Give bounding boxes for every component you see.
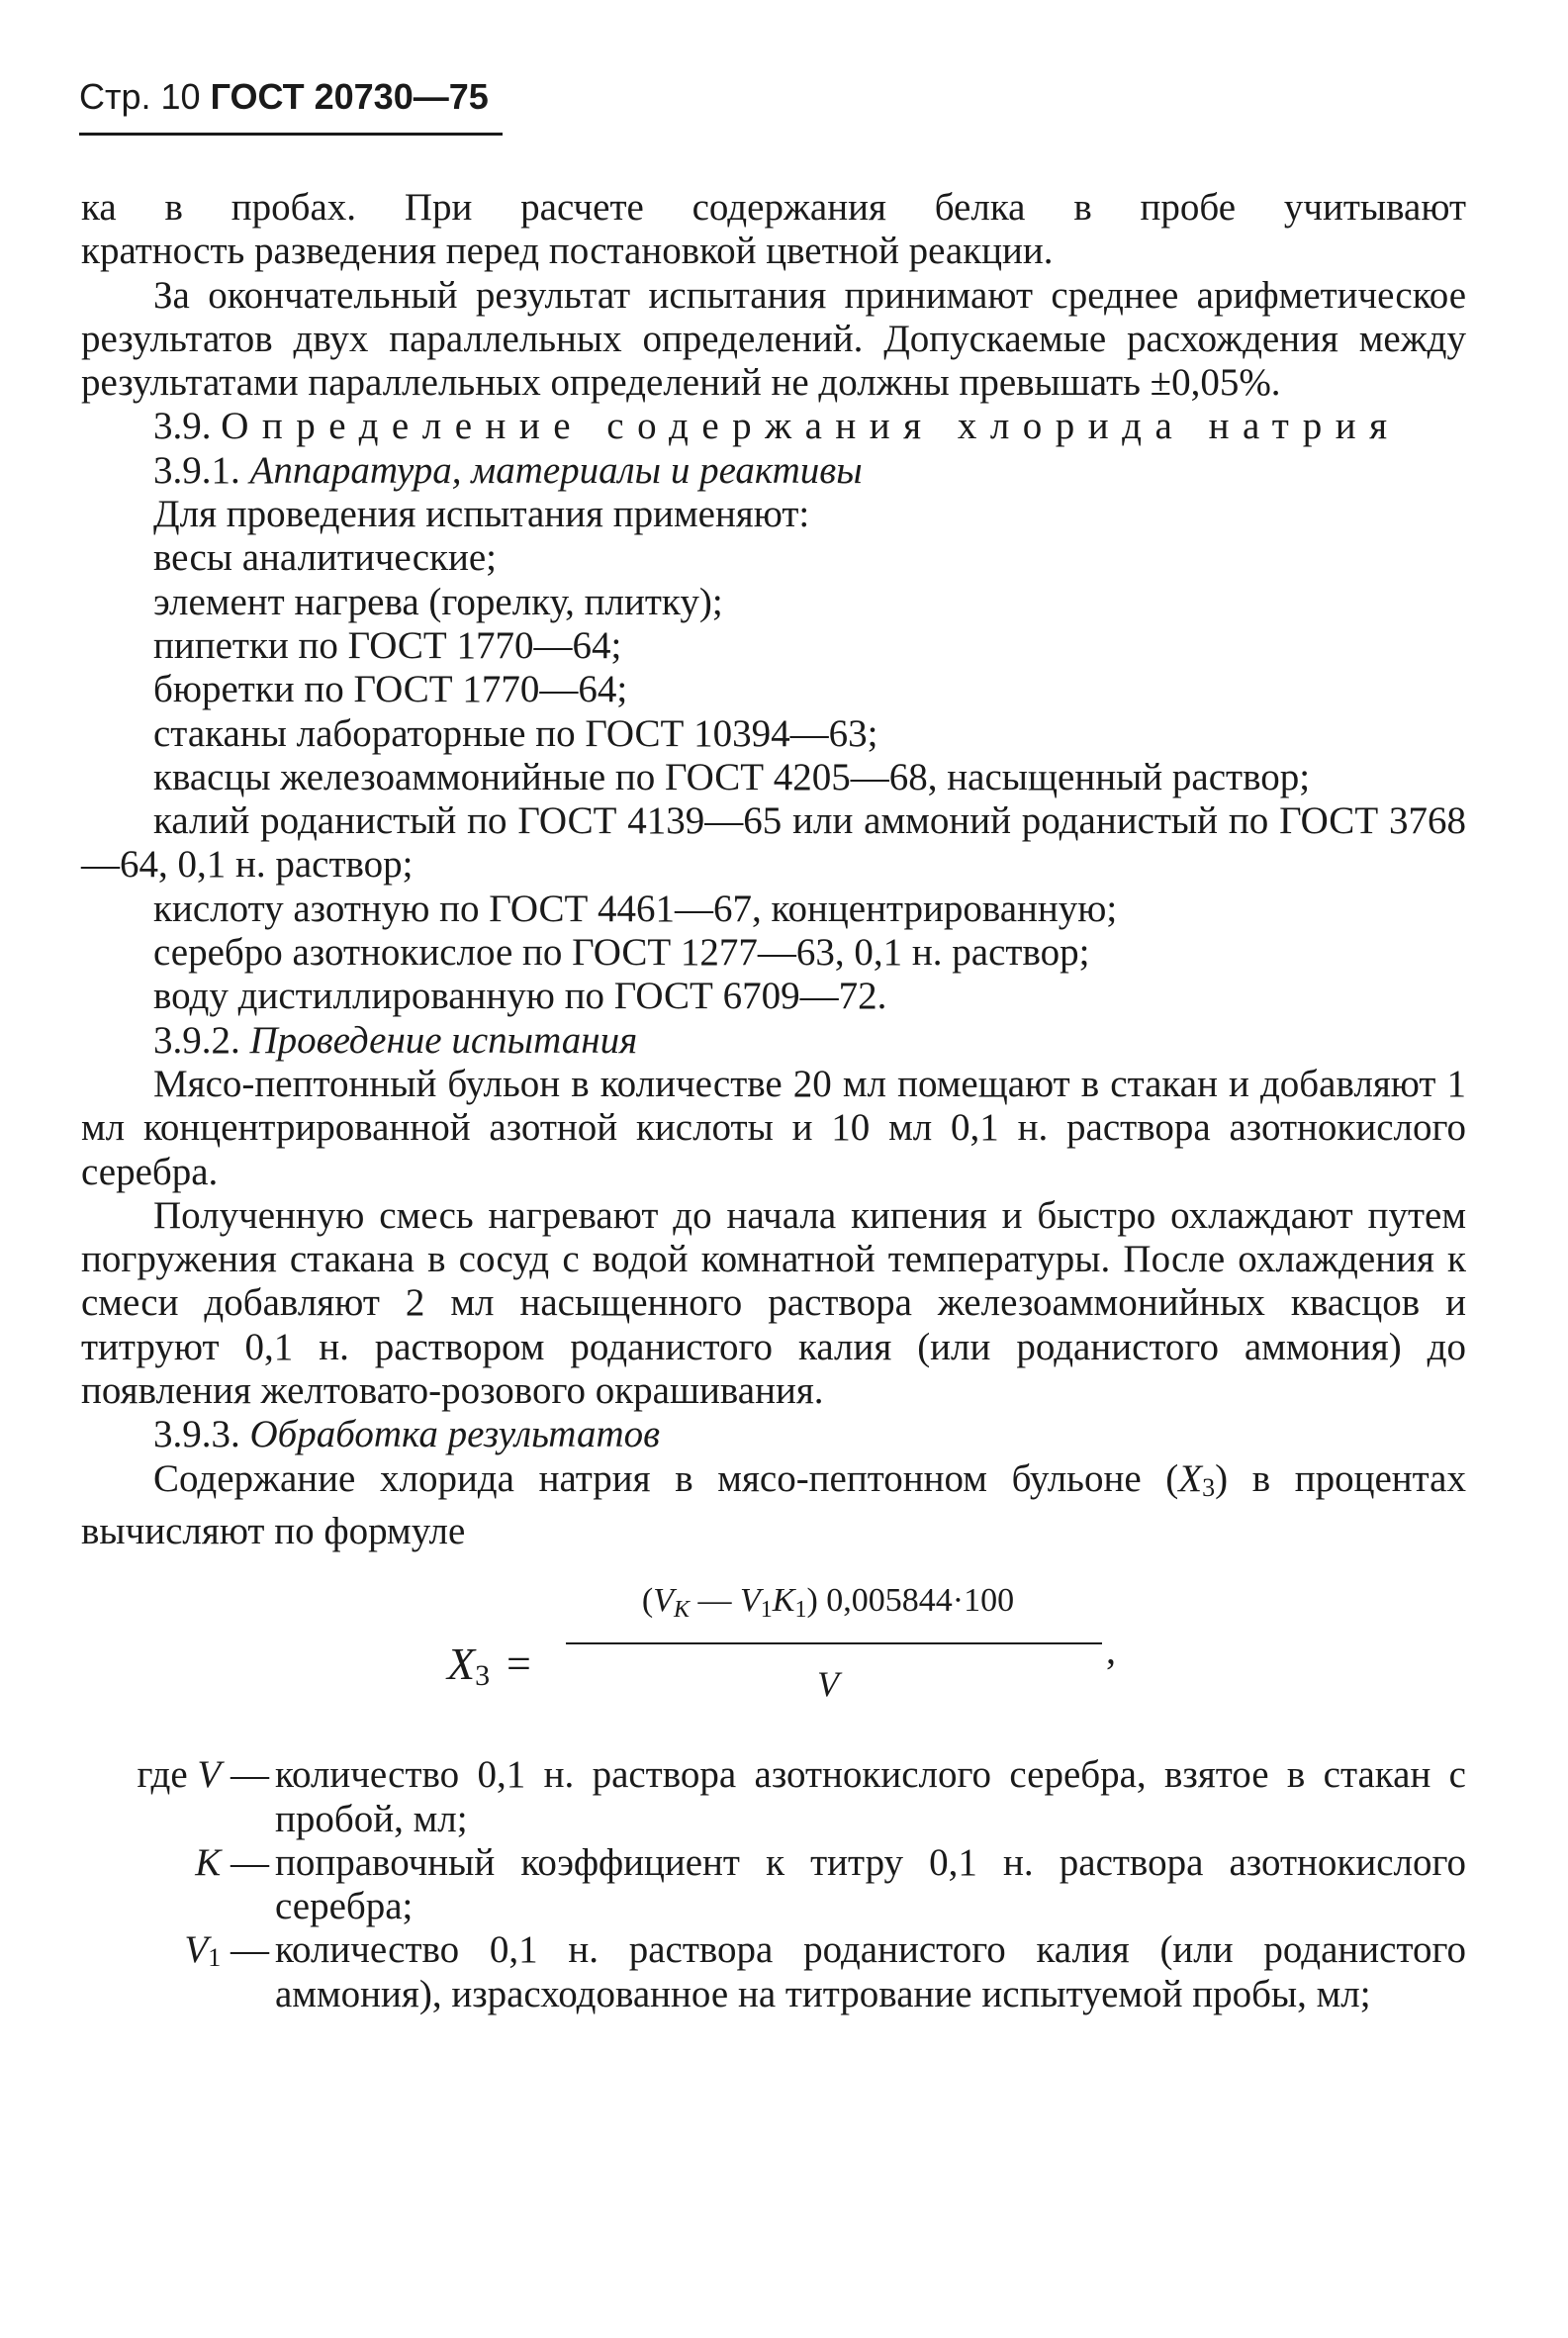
definition-item [81,1841,1466,1929]
page-header [79,75,505,119]
formula-v1-subscript: 1 [760,1597,773,1624]
formula-equals: = [507,1639,531,1689]
definition-symbol [81,1928,269,1980]
section-3-9-title: Определение содержания хлорида натрия [221,405,1401,448]
section-3-9-2-number: 3.9.2. [153,1018,240,1062]
definition-symbol-letter: V [197,1753,222,1797]
procedure-paragraph-1: Мясо-пептонный бульон в количестве 20 мл помещают в стакан и добавляют 1 мл концентрированной азотной кислоты и 10 мл 0,1 н. раствора азотнокислого серебра. [81,1062,1466,1193]
formula-numerator [566,1579,1090,1632]
equipment-item: пипетки по ГОСТ 1770—64; [153,623,622,667]
formula-v-subscript: K [673,1597,690,1624]
section-3-9-heading [81,405,1466,448]
section-3-9-number: 3.9. [153,405,212,448]
page-number: Стр. 10 [79,76,201,117]
procedure-paragraph-2: Полученную смесь нагревают до начала кипения и быстро охлаждают путем погружения стакана в сосуд с водой комнатной температуры. После охлаждения к смеси добавляют 2 мл насыщенного раствора железоаммонийных квасцов и титруют 0,1 н. раствором роданистого калия (или роданистого аммония) до появления желтовато-розового окрашивания. [81,1193,1466,1413]
formula-comma: , [1106,1628,1116,1673]
section-3-9-3-number: 3.9.3. [153,1413,240,1456]
definition-dash: — [231,1840,269,1884]
calculation-intro-subscript: 3 [1202,1472,1216,1502]
formula-minus: — [690,1582,740,1620]
formula-fraction-bar [566,1642,1102,1644]
definition-symbol-letter: K [195,1840,222,1884]
definition-text: количество 0,1 н. раствора азотнокислого серебра, взятое в стакан с пробой, мл; [275,1753,1466,1840]
paragraph-final-result: За окончательный результат испытания принимают среднее арифметическое результатов двух параллельных определений. Допускаемые расхождения между результатами параллельных определений не должны превышать ±0,05%. [81,273,1466,405]
equipment-item: стаканы лабораторные по ГОСТ 10394—63; [153,711,878,755]
definition-text: поправочный коэффициент к титру 0,1 н. раствора азотнокислого серебра; [275,1840,1466,1928]
formula-constant: 0,005844·100 [817,1582,1015,1620]
definition-text: количество 0,1 н. раствора роданистого калия (или роданистого аммония), израсходованное на титрование испытуемой пробы, мл; [275,1928,1466,2015]
section-3-9-3-heading [81,1413,1466,1456]
definition-symbol-letter: V [184,1928,209,1972]
calculation-intro [81,1457,1466,1554]
definition-dash: — [231,1928,269,1972]
definition-item [81,1928,1466,2016]
definition-symbol-subscript: 1 [208,1943,222,1973]
paragraph-continuation-line-1: ка в пробах. При расчете содержания белка в пробе учитывают [81,186,1466,229]
equipment-intro: Для проведения испытания применяют: [153,493,810,536]
formula-definitions [81,1753,1466,2016]
formula-v: V [653,1582,674,1620]
equipment-list [81,536,1466,1018]
standard-number: ГОСТ 20730—75 [210,76,489,117]
definition-prefix: где [137,1753,198,1797]
definition-dash: — [231,1753,269,1797]
section-3-9-2-heading [81,1019,1466,1063]
equipment-item: бюретки по ГОСТ 1770—64; [153,668,628,711]
formula-x3 [81,1579,1466,1753]
formula-open-paren: ( [641,1582,654,1620]
paragraph-continuation-line-2: кратность разведения перед постановкой цветной реакции. [81,230,1054,273]
definition-symbol [81,1753,269,1797]
formula-v1: V [740,1582,761,1620]
equipment-item: воду дистиллированную по ГОСТ 6709—72. [153,975,887,1018]
formula-k1-subscript: 1 [794,1597,807,1624]
section-3-9-1-title: Аппаратура, материалы и реактивы [249,448,863,492]
section-3-9-1-number: 3.9.1. [153,448,240,492]
equipment-item: весы аналитические; [153,536,497,580]
formula-lhs [447,1638,491,1698]
section-3-9-2-title: Проведение испытания [249,1018,638,1062]
equipment-item: серебро азотнокислое по ГОСТ 1277—63, 0,1 н. раствор; [153,931,1090,975]
formula-close-paren: ) [806,1582,818,1620]
equipment-item: кислоту азотную по ГОСТ 4461—67, концентрированную; [153,887,1118,930]
equipment-item: элемент нагрева (горелку, плитку); [153,580,723,623]
document-body [81,186,1466,2016]
header-rule [79,133,503,136]
calculation-intro-start: Содержание хлорида натрия в мясо-пептонном бульоне ( [153,1456,1179,1500]
definition-symbol [81,1841,269,1885]
formula-denominator: V [817,1664,839,1705]
formula-lhs-symbol: X [447,1638,476,1690]
section-3-9-3-title: Обработка результатов [249,1413,661,1456]
equipment-item: калий роданистый по ГОСТ 4139—65 или аммоний роданистый по ГОСТ 3768—64, 0,1 н. раствор; [81,799,1466,887]
formula-k1: K [772,1582,795,1620]
calculation-intro-symbol: X [1178,1456,1203,1500]
section-3-9-1-heading [81,449,1466,493]
calculation-intro-end: ) в процентах вычисляют по формуле [81,1456,1466,1552]
formula-lhs-subscript: 3 [475,1659,491,1693]
definition-item [81,1753,1466,1841]
equipment-item: квасцы железоаммонийные по ГОСТ 4205—68, насыщенный раствор; [153,755,1311,798]
